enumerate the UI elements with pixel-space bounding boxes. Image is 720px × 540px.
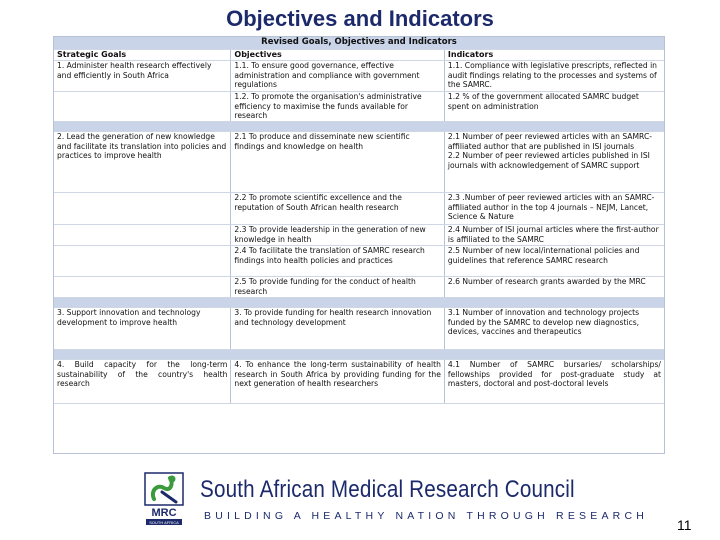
indicator-cell: 2.6 Number of research grants awarded by the MRC bbox=[444, 277, 664, 298]
table-separator bbox=[54, 298, 664, 308]
table-row bbox=[54, 132, 664, 193]
table-separator bbox=[54, 350, 664, 360]
indicator-cell: 1.2 % of the government allocated SAMRC budget spent on administration bbox=[444, 92, 664, 122]
goal-cell bbox=[54, 246, 231, 277]
objective-cell: 1.2. To promote the organisation's administrative efficiency to maximise the funds available for research bbox=[231, 92, 445, 122]
goal-cell: 1. Administer health research effectively and efficiently in South Africa bbox=[54, 61, 231, 92]
indicator-cell: 3.1 Number of innovation and technology projects funded by the SAMRC to develop new diagnostics, devices, vaccines and therapeutics bbox=[444, 308, 664, 350]
indicator-cell: 2.3 .Number of peer reviewed articles with an SAMRC-affiliated author in the top 4 journals – NEJM, Lancet, Science & Nature bbox=[444, 193, 664, 225]
indicator-cell: 2.1 Number of peer reviewed articles with an SAMRC-affiliated author that are published in ISI journals 2.2 Number of peer reviewed articles published in ISI journals with acknowledgement of SAMRC support bbox=[444, 132, 664, 193]
table-row bbox=[54, 308, 664, 350]
table-row bbox=[54, 277, 664, 298]
table-row bbox=[54, 246, 664, 277]
table-row bbox=[54, 360, 664, 404]
table-banner-row bbox=[54, 37, 664, 50]
table-row bbox=[54, 61, 664, 92]
goal-cell bbox=[54, 193, 231, 225]
samrc-logo-icon bbox=[144, 472, 184, 526]
table-banner: Revised Goals, Objectives and Indicators bbox=[54, 37, 664, 50]
indicator-cell: 2.5 Number of new local/international policies and guidelines that reference SAMRC research bbox=[444, 246, 664, 277]
header-objectives: Objectives bbox=[231, 50, 445, 61]
goal-cell: 4. Build capacity for the long-term sustainability of the country's health research bbox=[54, 360, 231, 404]
goal-cell bbox=[54, 92, 231, 122]
header-strategic-goals: Strategic Goals bbox=[54, 50, 231, 61]
logo-text: MRC bbox=[151, 507, 177, 519]
objectives-table bbox=[54, 37, 664, 404]
goal-cell: 2. Lead the generation of new knowledge and facilitate its translation into policies and practices to improve health bbox=[54, 132, 231, 193]
table-row bbox=[54, 193, 664, 225]
objective-cell: 2.3 To provide leadership in the generation of new knowledge in health bbox=[231, 225, 445, 246]
objective-cell: 2.4 To facilitate the translation of SAMRC research findings into health policies and practices bbox=[231, 246, 445, 277]
indicator-cell: 4.1 Number of SAMRC bursaries/ scholarships/ fellowships provided for post-graduate study at masters, doctoral and post-doctoral levels bbox=[444, 360, 664, 404]
objective-cell: 1.1. To ensure good governance, effective administration and compliance with government regulations bbox=[231, 61, 445, 92]
objective-cell: 4. To enhance the long-term sustainability of health research in South Africa by providing funding for the next generation of health researchers bbox=[231, 360, 445, 404]
slide-title: Objectives and Indicators bbox=[226, 6, 494, 31]
goal-cell bbox=[54, 277, 231, 298]
organisation-name: South African Medical Research Council bbox=[200, 476, 575, 503]
goal-cell: 3. Support innovation and technology development to improve health bbox=[54, 308, 231, 350]
indicator-cell: 2.4 Number of ISI journal articles where the first-author is affiliated to the SAMRC bbox=[444, 225, 664, 246]
page-number: 11 bbox=[677, 517, 692, 533]
header-indicators: Indicators bbox=[444, 50, 664, 61]
table-separator bbox=[54, 122, 664, 132]
table-row bbox=[54, 225, 664, 246]
objective-cell: 2.5 To provide funding for the conduct of health research bbox=[231, 277, 445, 298]
table-row bbox=[54, 92, 664, 122]
objective-cell: 2.2 To promote scientific excellence and the reputation of South African health research bbox=[231, 193, 445, 225]
indicator-cell: 1.1. Compliance with legislative prescripts, reflected in audit findings relating to the processes and systems of the SAMRC. bbox=[444, 61, 664, 92]
goal-cell bbox=[54, 225, 231, 246]
objective-cell: 2.1 To produce and disseminate new scientific findings and knowledge on health bbox=[231, 132, 445, 193]
organisation-tagline: BUILDING A HEALTHY NATION THROUGH RESEARCH bbox=[204, 510, 649, 522]
objective-cell: 3. To provide funding for health research innovation and technology development bbox=[231, 308, 445, 350]
logo-subtext: SOUTH AFRICA bbox=[149, 520, 179, 525]
table-header-row bbox=[54, 50, 664, 61]
objectives-table-frame bbox=[53, 36, 665, 454]
